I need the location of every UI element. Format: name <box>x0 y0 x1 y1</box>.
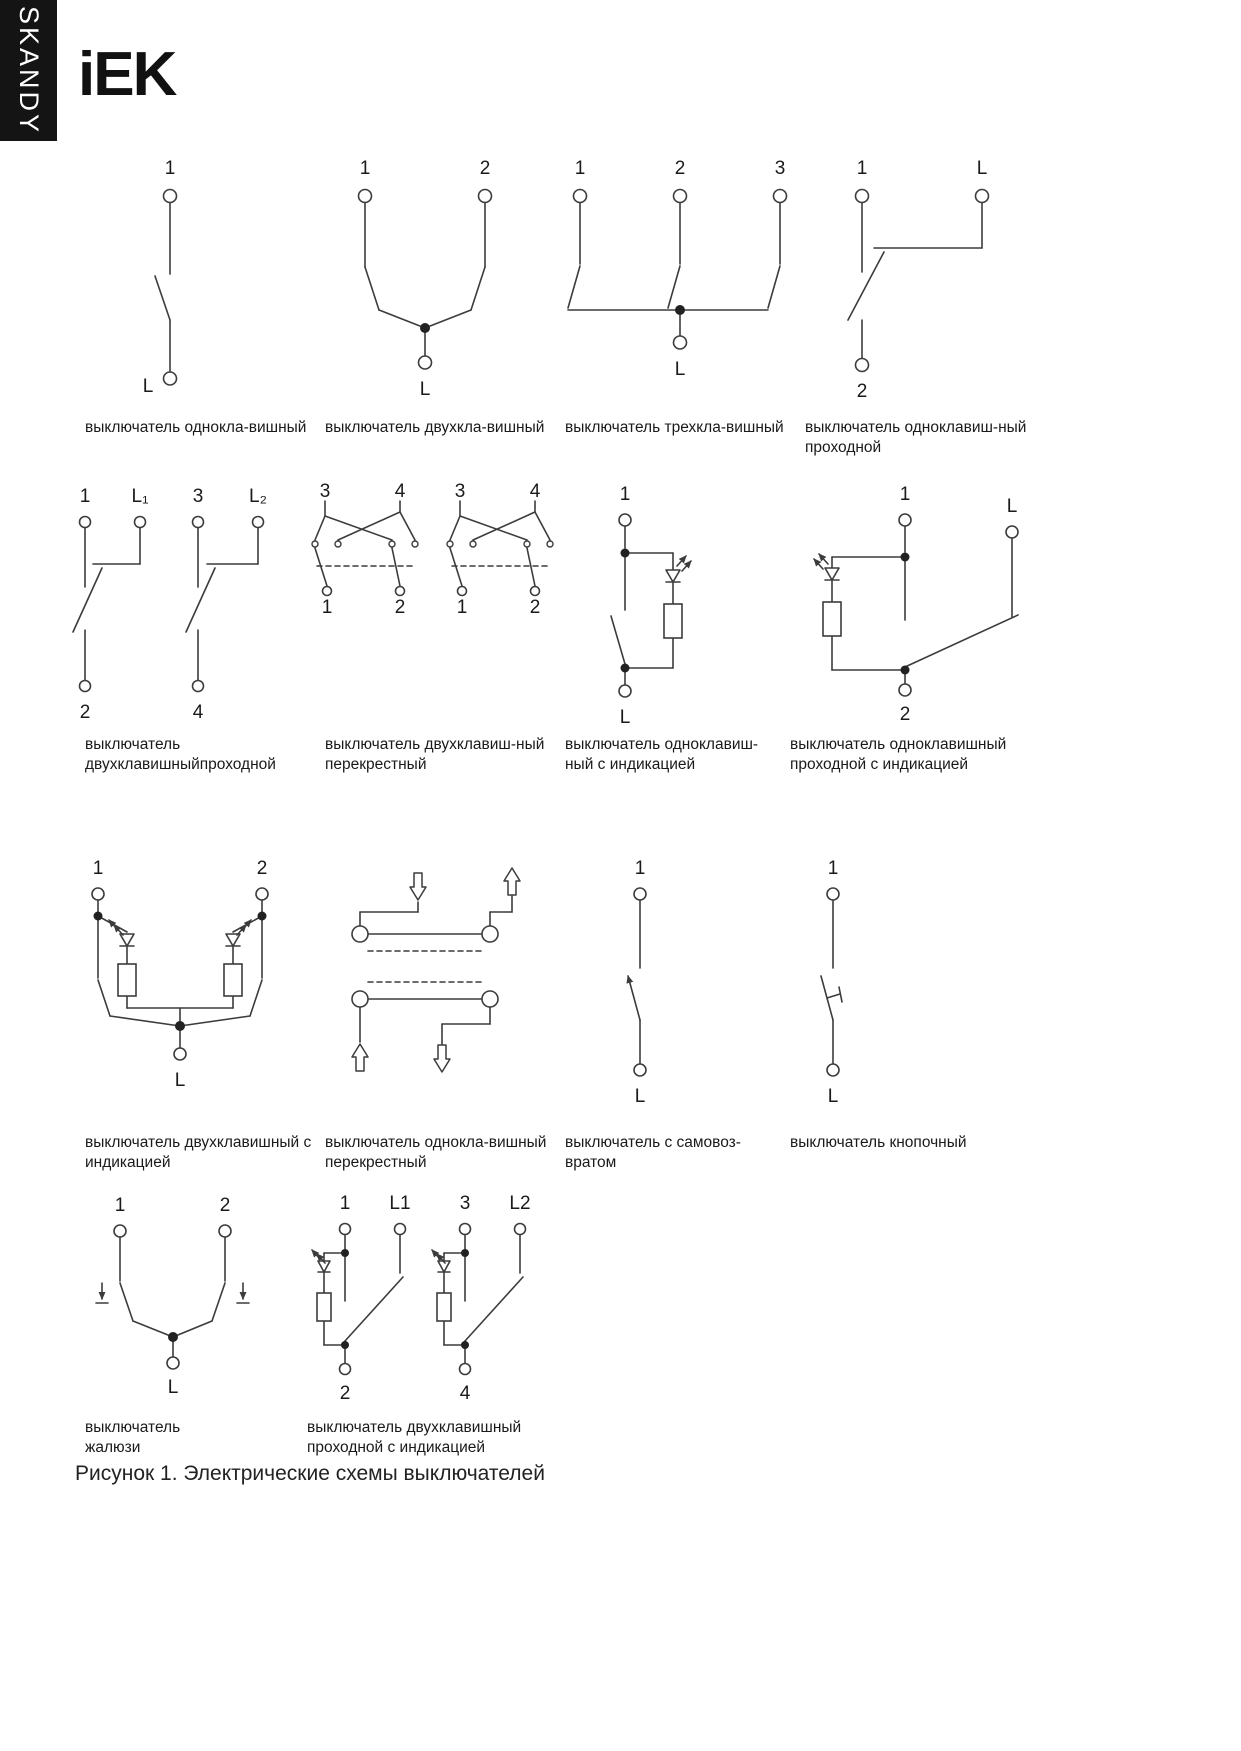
caption-line: выключатель однокла-вишный <box>85 419 307 436</box>
terminal <box>80 517 91 528</box>
terminal-label: 3 <box>319 482 331 502</box>
terminal <box>164 190 177 203</box>
terminal-label: 2 <box>529 597 541 618</box>
switch-blade <box>471 267 485 310</box>
caption-blinds <box>85 1418 305 1459</box>
terminal-label: 1 <box>164 158 176 179</box>
terminal <box>340 1224 351 1235</box>
terminal-label: 1 <box>321 597 333 618</box>
junction-dot <box>461 1249 469 1257</box>
terminal-label: 2 <box>479 158 491 179</box>
caption-line: выключатель <box>85 736 181 753</box>
led-icon <box>814 554 839 580</box>
caption-line: выключатель двухклавиш-ный <box>325 736 545 753</box>
junction-dot <box>94 912 103 921</box>
switch-blade <box>212 1283 225 1321</box>
wiring <box>568 203 780 337</box>
diagram-one-gang-switch-with-indicator <box>563 482 703 742</box>
terminal <box>458 587 467 596</box>
resistor <box>664 604 682 638</box>
diagram-blinds-switch <box>75 1193 275 1423</box>
terminal-label: 1 <box>339 1193 351 1214</box>
switch-blade <box>568 266 580 308</box>
terminal <box>1006 526 1018 538</box>
switch-blade <box>450 548 462 586</box>
brand-name: SKANDY <box>14 5 44 136</box>
terminal <box>253 517 264 528</box>
terminal <box>856 359 869 372</box>
push-actuator <box>827 994 840 998</box>
diagram-one-gang-pass-through-switch <box>790 152 1040 422</box>
terminal <box>80 681 91 692</box>
contact <box>412 541 418 547</box>
contact <box>524 541 530 547</box>
terminal <box>135 517 146 528</box>
terminal-label: L₂ <box>249 486 267 507</box>
terminal <box>674 336 687 349</box>
switch-blade <box>668 266 680 308</box>
terminal <box>899 684 911 696</box>
caption-line: выключатель двухклавишный с <box>85 1134 312 1151</box>
terminal-label: 1 <box>827 858 839 879</box>
down-arrow-icon <box>410 873 426 900</box>
terminal-label: 1 <box>359 158 371 179</box>
caption-two-gang <box>325 418 560 438</box>
switch-blade <box>905 615 1018 667</box>
terminal <box>674 190 687 203</box>
terminal-label: L <box>634 1086 646 1106</box>
junction-dot <box>461 1341 469 1349</box>
switch-blade <box>848 252 884 320</box>
caption-line: выключатель с самовоз- <box>565 1134 741 1151</box>
terminal-label: L <box>167 1377 179 1398</box>
terminal <box>193 517 204 528</box>
caption-one-gang-indicator <box>565 735 785 776</box>
junction-dot <box>168 1332 178 1342</box>
switch-blade <box>315 548 327 586</box>
caption-line: вратом <box>565 1154 617 1172</box>
terminal <box>164 372 177 385</box>
switch-blade <box>611 616 625 664</box>
resistor <box>437 1293 451 1321</box>
terminal <box>92 888 104 900</box>
terminal-label: 2 <box>856 381 868 402</box>
terminal-label: 1 <box>574 158 586 179</box>
caption-line: перекрестный <box>325 756 427 774</box>
resistor <box>317 1293 331 1321</box>
wiring <box>73 528 258 681</box>
diagram-one-gang-crossover-switch <box>330 856 550 1096</box>
diagram-three-gang-switch <box>545 152 805 412</box>
caption-two-gang-pass-through-indicator <box>307 1418 557 1459</box>
terminal-label: 2 <box>256 858 268 879</box>
terminal <box>619 514 631 526</box>
terminal <box>774 190 787 203</box>
junction-dot <box>258 912 267 921</box>
contact <box>312 541 318 547</box>
terminal-label: 1 <box>856 158 868 179</box>
caption-line: выключатель <box>85 1419 181 1436</box>
terminal <box>976 190 989 203</box>
switch-blade <box>628 976 640 1020</box>
switch-blade <box>73 568 102 632</box>
caption-line: выключатель одноклавиш-ный <box>805 419 1027 436</box>
terminal-label: 1 <box>92 858 104 879</box>
switch-blade <box>155 276 170 320</box>
terminal <box>460 1224 471 1235</box>
terminal <box>515 1224 526 1235</box>
diagram-one-gang-switch <box>60 152 270 402</box>
caption-one-gang <box>85 418 320 438</box>
up-arrow-icon <box>352 1044 368 1071</box>
switch-blade <box>465 1277 523 1341</box>
terminal-label: 2 <box>79 702 91 723</box>
terminal-label: L1 <box>389 1193 411 1214</box>
junction-dot <box>901 553 910 562</box>
terminal-label: 3 <box>774 158 786 179</box>
terminal-label: 2 <box>339 1383 351 1404</box>
caption-line: проходной <box>805 439 882 457</box>
caption-two-gang-crossover <box>325 735 560 776</box>
terminal-label: 2 <box>674 158 686 179</box>
terminal-label: 1 <box>634 858 646 879</box>
caption-line: проходной с индикацией <box>307 1439 486 1457</box>
terminal-label: L <box>419 379 431 400</box>
terminal <box>256 888 268 900</box>
diagram-two-gang-switch <box>300 152 540 412</box>
caption-one-gang-pass-through <box>805 418 1040 459</box>
terminal <box>340 1364 351 1375</box>
up-arrow-icon <box>504 868 520 895</box>
led-icon <box>109 920 134 946</box>
caption-line: жалюзи <box>85 1439 141 1457</box>
led-icon <box>666 556 691 582</box>
junction-dot <box>175 1021 185 1031</box>
caption-two-gang-indicator <box>85 1133 325 1174</box>
crossover-unit <box>312 482 418 618</box>
diagram-two-gang-switch-with-indicator <box>70 856 320 1116</box>
crossover-unit <box>447 482 553 618</box>
caption-line: ный с индикацией <box>565 756 696 774</box>
terminal <box>479 190 492 203</box>
junction-dot <box>621 664 630 673</box>
junction-dot <box>621 549 630 558</box>
switch-blade <box>98 980 110 1016</box>
diagram-two-gang-pass-through-switch <box>60 482 320 742</box>
terminal <box>482 991 498 1007</box>
terminal <box>359 190 372 203</box>
caption-line: двухклавишныйпроходной <box>85 756 276 774</box>
caption-one-gang-pass-through-indicator <box>790 735 1035 776</box>
caption-line: выключатель одноклавишный <box>790 736 1007 753</box>
terminal <box>634 1064 646 1076</box>
terminal <box>174 1048 186 1060</box>
led-icon <box>226 920 251 946</box>
switch-blade <box>365 267 379 310</box>
wiring <box>848 203 982 360</box>
terminal <box>482 926 498 942</box>
terminal-label: 1 <box>79 486 91 507</box>
diagram-two-gang-pass-through-with-indicator <box>300 1193 550 1423</box>
switch-blade <box>392 548 400 586</box>
caption-line: выключатель двухклавишный <box>307 1419 522 1436</box>
switch-blade <box>527 548 535 586</box>
terminal-label: 3 <box>459 1193 471 1214</box>
diagram-push-button-switch <box>790 856 880 1106</box>
terminal-label: 4 <box>459 1383 471 1404</box>
diagram-two-gang-crossover-switch <box>305 482 575 632</box>
terminal-label: 1 <box>456 597 468 618</box>
terminal-label: L <box>1006 496 1018 517</box>
terminal <box>827 888 839 900</box>
caption-line: индикацией <box>85 1154 171 1172</box>
caption-self-return <box>565 1133 785 1174</box>
diagram-self-return-switch <box>597 856 687 1106</box>
caption-line: выключатель кнопочный <box>790 1134 967 1151</box>
terminal <box>856 190 869 203</box>
terminal <box>899 514 911 526</box>
terminal-label: L <box>827 1086 839 1106</box>
resistor <box>823 602 841 636</box>
switch-blade <box>345 1277 403 1341</box>
terminal-label: 4 <box>529 482 541 502</box>
wiring <box>821 900 842 1064</box>
terminal <box>395 1224 406 1235</box>
resistor <box>224 964 242 996</box>
terminal <box>531 587 540 596</box>
terminal-label: L <box>674 359 686 380</box>
junction-dot <box>341 1249 349 1257</box>
terminal-label: L2 <box>509 1193 531 1214</box>
contact <box>389 541 395 547</box>
junction-dot <box>341 1341 349 1349</box>
wiring <box>155 203 170 373</box>
caption-line: проходной с индикацией <box>790 756 969 774</box>
terminal-label: 3 <box>454 482 466 502</box>
wiring <box>360 896 512 1044</box>
switch-blade <box>120 1283 133 1321</box>
caption-one-gang-crossover <box>325 1133 560 1174</box>
caption-push-button <box>790 1133 1020 1153</box>
terminal <box>219 1225 231 1237</box>
terminal <box>634 888 646 900</box>
figure-caption: Рисунок 1. Электрические схемы выключателей <box>75 1462 545 1485</box>
terminal-label: 1 <box>114 1195 126 1216</box>
switch-blade <box>186 568 215 632</box>
terminal <box>619 685 631 697</box>
contact <box>447 541 453 547</box>
terminal-label: 3 <box>192 486 204 507</box>
caption-line: выключатель одноклавиш- <box>565 736 759 753</box>
terminal <box>352 926 368 942</box>
caption-line: выключатель однокла-вишный <box>325 1134 547 1151</box>
caption-line: перекрестный <box>325 1154 427 1172</box>
terminal-label: 4 <box>394 482 406 502</box>
wiring <box>832 526 1018 684</box>
contact <box>335 541 341 547</box>
switch-blade <box>768 266 780 308</box>
terminal <box>167 1357 179 1369</box>
terminal-label: L <box>142 376 154 397</box>
caption-two-gang-pass-through <box>85 735 320 776</box>
terminal-label: L <box>174 1070 186 1091</box>
resistor <box>118 964 136 996</box>
junction-dot <box>675 305 685 315</box>
terminal-label: 1 <box>899 484 911 505</box>
caption-three-gang <box>565 418 800 438</box>
junction-dot <box>901 666 910 675</box>
iek-logo: iEK <box>78 40 176 109</box>
wiring <box>324 1235 523 1364</box>
terminal-label: L <box>619 707 631 728</box>
switch-blade <box>250 980 262 1016</box>
terminal-label: 2 <box>899 704 911 725</box>
caption-line: выключатель трехкла-вишный <box>565 419 784 436</box>
terminal-label: 4 <box>192 702 204 723</box>
contact <box>547 541 553 547</box>
terminal <box>827 1064 839 1076</box>
caption-line: выключатель двухкла-вишный <box>325 419 545 436</box>
contact <box>470 541 476 547</box>
down-arrow-icon <box>434 1045 450 1072</box>
terminal-label: L₁ <box>131 486 149 507</box>
terminal <box>114 1225 126 1237</box>
wiring <box>628 900 640 1064</box>
junction-dot <box>420 323 430 333</box>
terminal-label: L <box>976 158 988 179</box>
brand-banner <box>0 0 57 141</box>
terminal <box>352 991 368 1007</box>
terminal <box>193 681 204 692</box>
terminal <box>396 587 405 596</box>
terminal-label: 2 <box>394 597 406 618</box>
terminal-label: 1 <box>619 484 631 505</box>
terminal <box>574 190 587 203</box>
terminal-label: 2 <box>219 1195 231 1216</box>
terminal <box>419 356 432 369</box>
diagram-one-gang-pass-through-with-indicator <box>790 482 1040 742</box>
terminal <box>460 1364 471 1375</box>
terminal <box>323 587 332 596</box>
